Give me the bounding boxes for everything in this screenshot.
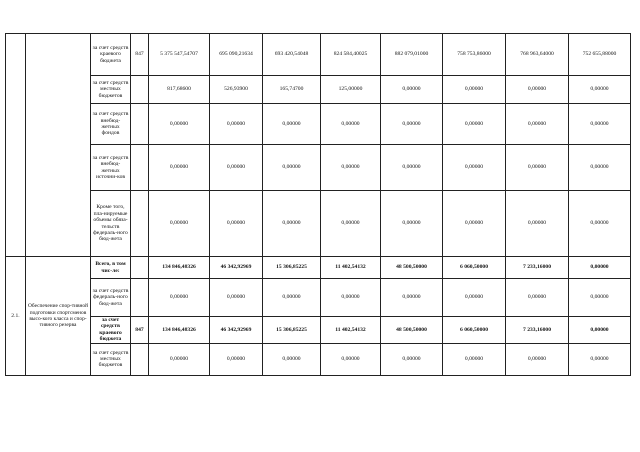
value-cell: 0,00000 [506, 343, 569, 375]
source-cell: за счет средств местных бюджетов [91, 343, 131, 375]
value-cell: 11 402,54132 [321, 317, 381, 344]
source-cell: за счет средств краевого бюджета [91, 317, 131, 344]
value-cell: 758 753,86000 [443, 34, 506, 76]
value-cell: 15 306,85225 [263, 317, 321, 344]
table-row [6, 104, 631, 145]
value-cell: 0,00000 [381, 145, 443, 191]
code-cell [131, 191, 149, 257]
value-cell: 0,00000 [149, 191, 210, 257]
value-cell: 0,00000 [210, 191, 263, 257]
value-cell: 0,00000 [569, 76, 631, 104]
item-name: Обеспечение спор-тивной подготовки спортсменов высо-кого класса и спор-тивного резерва [26, 257, 91, 376]
item-number: 2.1. [6, 257, 26, 376]
value-cell: 0,00000 [381, 279, 443, 317]
value-cell: 46 342,92969 [210, 257, 263, 279]
value-cell: 0,00000 [569, 317, 631, 344]
value-cell: 48 500,50000 [381, 257, 443, 279]
value-cell: 0,00000 [506, 279, 569, 317]
source-cell: за счет средств федераль-ного бюд-жета [91, 279, 131, 317]
value-cell: 526,93900 [210, 76, 263, 104]
value-cell: 0,00000 [263, 191, 321, 257]
table-row [6, 191, 631, 257]
code-cell [131, 145, 149, 191]
table-row [6, 279, 631, 317]
value-cell: 0,00000 [210, 279, 263, 317]
value-cell: 0,00000 [263, 104, 321, 145]
value-cell: 0,00000 [569, 145, 631, 191]
value-cell: 0,00000 [443, 191, 506, 257]
code-cell [131, 279, 149, 317]
table-row [6, 257, 631, 279]
value-cell: 0,00000 [381, 76, 443, 104]
value-cell: 0,00000 [443, 343, 506, 375]
number-cell [6, 34, 26, 257]
value-cell: 0,00000 [506, 191, 569, 257]
value-cell: 693 420,54048 [263, 34, 321, 76]
value-cell: 0,00000 [569, 104, 631, 145]
table-row [6, 317, 631, 344]
source-cell: за счет средств внебюд-жетных источни-ков [91, 145, 131, 191]
value-cell: 0,00000 [263, 279, 321, 317]
value-cell: 817,68600 [149, 76, 210, 104]
value-cell: 0,00000 [506, 145, 569, 191]
value-cell: 134 846,48326 [149, 317, 210, 344]
table-row [6, 34, 631, 76]
value-cell: 46 342,92969 [210, 317, 263, 344]
value-cell: 125,00000 [321, 76, 381, 104]
value-cell: 48 500,50000 [381, 317, 443, 344]
value-cell: 0,00000 [321, 104, 381, 145]
source-cell: за счет средств краевого бюджета [91, 34, 131, 76]
value-cell: 0,00000 [569, 343, 631, 375]
table-row [6, 76, 631, 104]
value-cell: 0,00000 [149, 279, 210, 317]
value-cell: 0,00000 [263, 343, 321, 375]
value-cell: 0,00000 [443, 279, 506, 317]
value-cell: 11 402,54132 [321, 257, 381, 279]
table-row [6, 343, 631, 375]
value-cell: 0,00000 [569, 191, 631, 257]
budget-table [5, 33, 631, 376]
value-cell: 0,00000 [210, 343, 263, 375]
table-row [6, 145, 631, 191]
value-cell: 0,00000 [569, 257, 631, 279]
value-cell: 0,00000 [321, 145, 381, 191]
code-cell [131, 343, 149, 375]
value-cell: 0,00000 [381, 191, 443, 257]
source-cell: Кроме того, пла-нируемые объемы обяза-тельств федераль-ного бюд-жета [91, 191, 131, 257]
value-cell: 768 963,64000 [506, 34, 569, 76]
value-cell: 0,00000 [381, 343, 443, 375]
value-cell: 0,00000 [210, 104, 263, 145]
value-cell: 0,00000 [506, 76, 569, 104]
value-cell: 6 060,50000 [443, 317, 506, 344]
code-cell: 847 [131, 317, 149, 344]
value-cell: 0,00000 [506, 104, 569, 145]
value-cell: 752 655,88000 [569, 34, 631, 76]
source-cell: за счет средств местных бюджетов [91, 76, 131, 104]
value-cell: 0,00000 [210, 145, 263, 191]
table-body [6, 34, 631, 376]
value-cell: 7 233,16000 [506, 257, 569, 279]
source-cell: Всего, в том чис-ле: [91, 257, 131, 279]
value-cell: 7 233,16000 [506, 317, 569, 344]
value-cell: 165,74700 [263, 76, 321, 104]
code-cell: 847 [131, 34, 149, 76]
value-cell: 0,00000 [569, 279, 631, 317]
value-cell: 0,00000 [381, 104, 443, 145]
value-cell: 0,00000 [149, 104, 210, 145]
name-cell [26, 34, 91, 257]
value-cell: 0,00000 [263, 145, 321, 191]
value-cell: 695 090,21634 [210, 34, 263, 76]
value-cell: 5 375 547,54707 [149, 34, 210, 76]
value-cell: 134 846,48326 [149, 257, 210, 279]
value-cell: 882 079,01000 [381, 34, 443, 76]
value-cell: 0,00000 [149, 145, 210, 191]
code-cell [131, 76, 149, 104]
value-cell: 824 584,40025 [321, 34, 381, 76]
value-cell: 0,00000 [443, 145, 506, 191]
code-cell [131, 257, 149, 279]
value-cell: 0,00000 [321, 279, 381, 317]
value-cell: 0,00000 [443, 104, 506, 145]
value-cell: 15 306,85225 [263, 257, 321, 279]
code-cell [131, 104, 149, 145]
value-cell: 0,00000 [321, 343, 381, 375]
value-cell: 0,00000 [149, 343, 210, 375]
value-cell: 0,00000 [321, 191, 381, 257]
source-cell: за счет средств внебюд-жетных фондов [91, 104, 131, 145]
value-cell: 0,00000 [443, 76, 506, 104]
value-cell: 6 060,50000 [443, 257, 506, 279]
